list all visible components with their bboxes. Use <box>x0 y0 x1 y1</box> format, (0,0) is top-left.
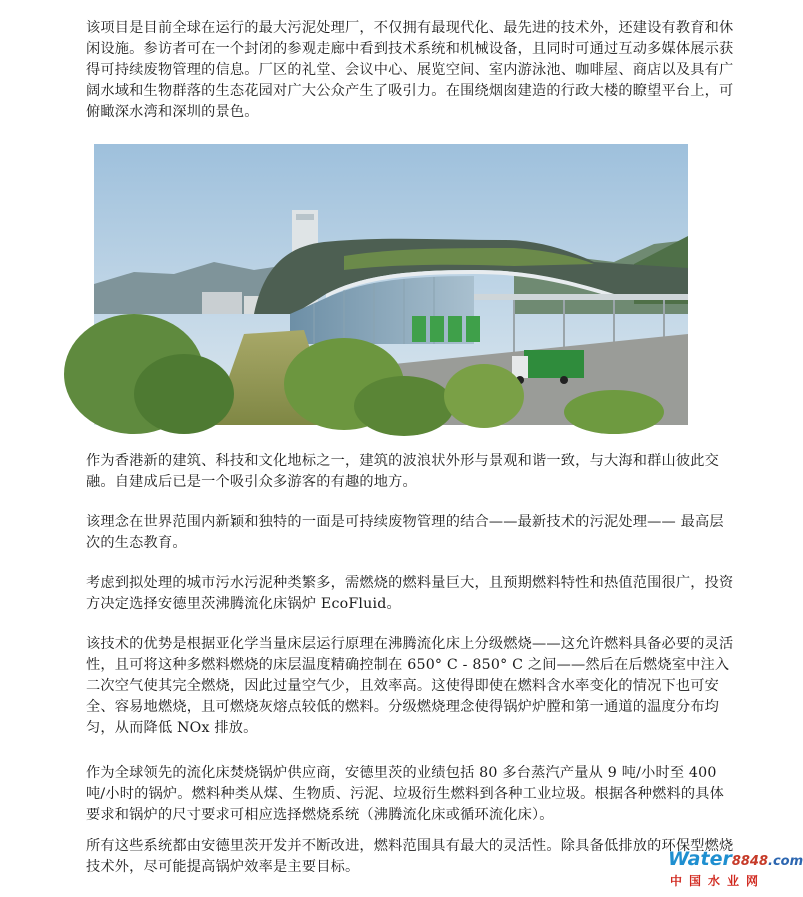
intro-paragraph: 该项目是目前全球在运行的最大污泥处理厂，不仅拥有最现代化、最先进的技术外，还建设有教育和休闲设施。参访者可在一个封闭的参观走廊中看到技术系统和机械设备，且同时可通过互动多媒体展示获得可持续废物管理的信息。厂区的礼堂、会议中心、展览空间、室内游泳池、咖啡屋、商店以及具有广阔水域和生物群落的生态花园对广大公众产生了吸引力。在围绕烟囱建造的行政大楼的瞭望平台上，可俯瞰深水湾和深圳的景色。 <box>86 20 734 120</box>
watermark-domain: .com <box>768 854 803 869</box>
systems-paragraph: 所有这些系统都由安德里茨开发并不断改进，燃料范围具有最大的灵活性。除具备低排放的环保型燃烧技术外，尽可能提高锅炉效率是主要目标。 <box>86 838 734 875</box>
watermark-number: 8848 <box>731 854 769 869</box>
sludge-plant-photo <box>94 144 688 425</box>
plant-building-illustration <box>94 144 688 425</box>
watermark-brand: Water <box>668 848 732 870</box>
landmark-paragraph: 作为香港新的建筑、科技和文化地标之一，建筑的波浪状外形与景观和谐一致，与大海和群山彼此交融。自建成后已是一个吸引众多游客的有趣的地方。 <box>86 453 720 490</box>
concept-paragraph: 该理念在世界范围内新颖和独特的一面是可持续废物管理的结合——最新技术的污泥处理—— 最高层次的生态教育。 <box>86 514 724 551</box>
technology-paragraph: 该技术的优势是根据亚化学当量床层运行原理在沸腾流化床上分级燃烧——这允许燃料具备必要的灵活性，且可将这种多燃料燃烧的床层温度精确控制在 650° C - 850° C 之间——然后在后燃烧室中注入二次空气使其完全燃烧，因此过量空气少，且效率高。这使得即使在燃料含水率变化的情况下也可安全、容易地燃烧，且可燃烧灰熔点较低的燃料。分级燃烧理念使得锅炉炉膛和第一通道的温度分布均匀，从而降低 NOx 排放。 <box>86 636 734 736</box>
water8848-watermark-logo <box>668 848 803 889</box>
watermark-tagline: 中国水业网 <box>670 874 766 888</box>
investment-paragraph: 考虑到拟处理的城市污水污泥种类繁多，需燃烧的燃料量巨大，且预期燃料特性和热值范围很广，投资方决定选择安德里茨沸腾流化床锅炉 EcoFluid。 <box>86 575 734 612</box>
supplier-paragraph: 作为全球领先的流化床焚烧锅炉供应商，安德里茨的业绩包括 80 多台蒸汽产量从 9 吨/小时至 400 吨/小时的锅炉。燃料种类从煤、生物质、污泥、垃圾衍生燃料到各种工业垃圾。根据各种燃料的具体要求和锅炉的尺寸要求可相应选择燃烧系统（沸腾流化床或循环流化床）。 <box>86 765 725 823</box>
